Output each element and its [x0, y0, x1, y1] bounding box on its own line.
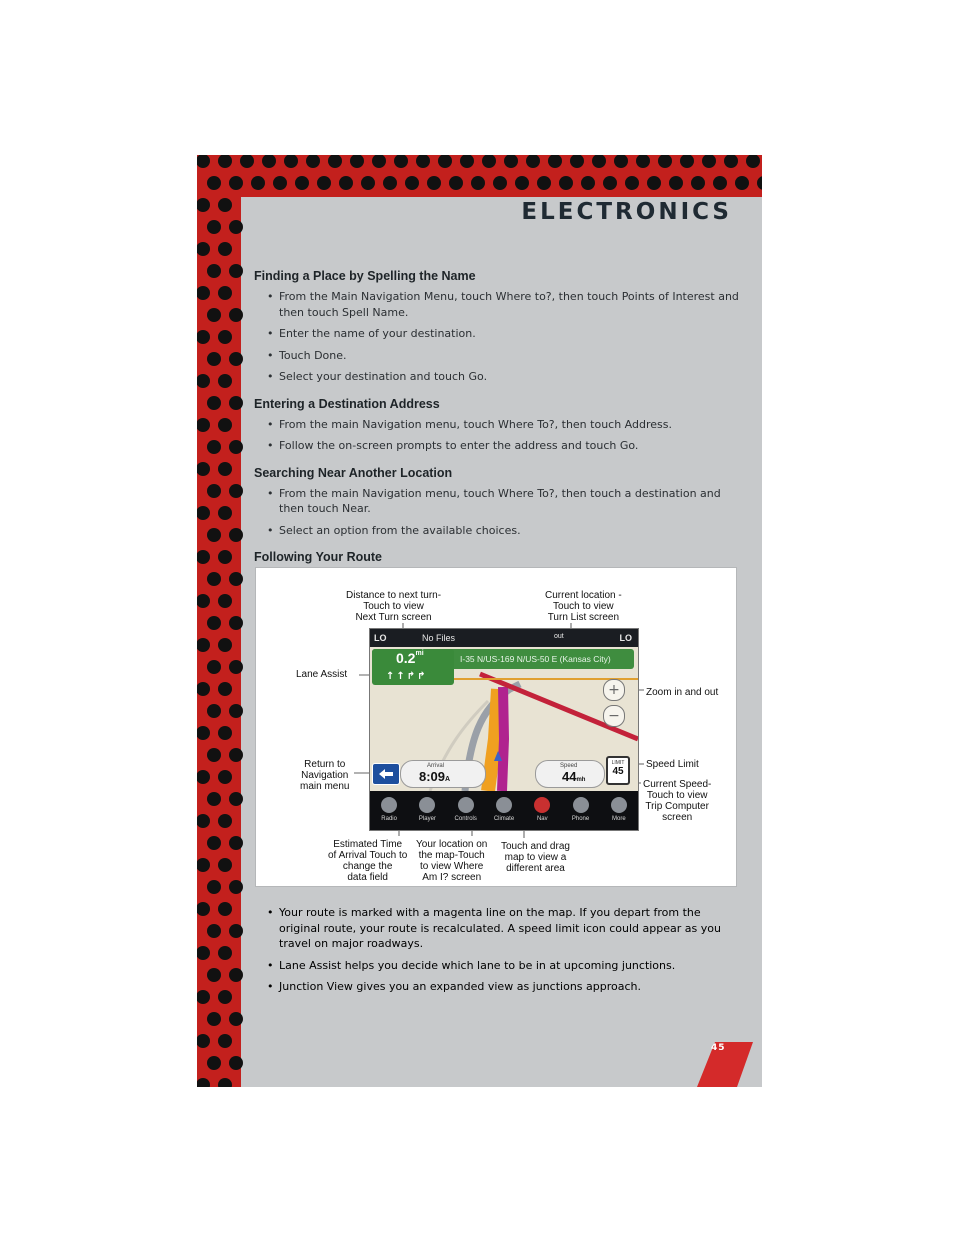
callout-zoom: Zoom in and out: [646, 687, 719, 698]
temp-left: LO: [374, 633, 387, 643]
arrival-field[interactable]: Arrival 8:09A: [400, 760, 486, 788]
nav-item-nav[interactable]: Nav: [523, 791, 561, 830]
section-title: ELECTRONICS: [521, 199, 732, 225]
bullet-item: • Touch Done.: [267, 348, 347, 362]
navigation-screen[interactable]: [369, 628, 639, 831]
current-road-name[interactable]: I-35 N/US-169 N/US-50 E (Kansas City): [460, 654, 611, 664]
temp-right: LO: [619, 633, 632, 643]
navigation-figure: [255, 567, 737, 887]
climate-icon: [496, 797, 512, 813]
bullet-item: • Your route is marked with a magenta line on the map. If you depart from the original route, your route is recalculated. A speed limit icon could appear as you travel on major roadways.: [267, 906, 721, 950]
page-number: 45: [711, 1043, 726, 1053]
bullet-item: • Junction View gives you an expanded view as junctions approach.: [267, 980, 641, 993]
bullet-item: • From the Main Navigation Menu, touch Where to?, then touch Points of Interest and then touch Spell Name.: [267, 290, 739, 319]
callout-lane-assist: Lane Assist: [296, 669, 348, 680]
nav-item-more[interactable]: More: [600, 791, 638, 830]
player-icon: [419, 797, 435, 813]
callout-return: Return to Navigation main menu: [300, 759, 350, 792]
bullet-item: • From the main Navigation menu, touch Where To?, then touch a destination and then touch Near.: [267, 486, 721, 515]
media-status: No Files: [422, 633, 456, 643]
section-heading: Entering a Destination Address: [254, 396, 440, 411]
nav-item-player[interactable]: Player: [408, 791, 446, 830]
bullet-item: • Follow the on-screen prompts to enter the address and touch Go.: [267, 439, 639, 452]
status-bar: [370, 629, 638, 647]
distance-to-turn[interactable]: $0.2^{mi}$: [396, 650, 424, 666]
callout-current-location: Current location - Touch to view Turn List screen: [545, 590, 622, 623]
callout-speed-limit: Speed Limit: [646, 759, 699, 770]
bottom-nav-bar: [370, 791, 638, 830]
callout-eta: Estimated Time of Arrival Touch to change the data field: [328, 839, 408, 883]
callout-distance: Distance to next turn- Touch to view Next Turn screen: [346, 590, 442, 623]
lane-arrows-icon: ↑↑↱↱: [386, 671, 428, 682]
section-heading: Following Your Route: [254, 550, 382, 564]
nav-item-controls[interactable]: Controls: [447, 791, 485, 830]
signal-status: out: [554, 633, 564, 640]
bullet-item: • Select your destination and touch Go.: [267, 370, 488, 383]
bullet-item: • Select an option from the available choices.: [267, 523, 521, 537]
instructions-content: [254, 269, 744, 576]
nav-item-climate[interactable]: Climate: [485, 791, 523, 830]
nav-icon: [534, 797, 550, 813]
zoom-out-button[interactable]: −: [603, 705, 625, 727]
section-heading: Searching Near Another Location: [254, 465, 453, 480]
speed-field[interactable]: Speed 44mh: [535, 760, 605, 788]
phone-icon: [573, 797, 589, 813]
speed-limit-sign: LIMIT 45: [606, 756, 630, 785]
bullet-item: • Enter the name of your destination.: [267, 327, 476, 340]
section-heading: Finding a Place by Spelling the Name: [254, 269, 476, 283]
callout-current-speed: Current Speed- Touch to view Trip Computer screen: [643, 779, 712, 823]
bullet-item: • Lane Assist helps you decide which lane to be in at upcoming junctions.: [267, 958, 676, 972]
more-icon: [611, 797, 627, 813]
controls-icon: [458, 797, 474, 813]
nav-item-radio[interactable]: Radio: [370, 791, 408, 830]
radio-icon: [381, 797, 397, 813]
zoom-in-button[interactable]: +: [603, 679, 625, 701]
callout-drag: Touch and drag map to view a different area: [501, 841, 570, 874]
back-arrow-icon[interactable]: [372, 763, 400, 785]
callout-your-location: Your location on the map-Touch to view Where Am I? screen: [416, 839, 488, 883]
nav-item-phone[interactable]: Phone: [561, 791, 599, 830]
manual-page: [197, 155, 762, 1087]
route-notes: [254, 905, 744, 1001]
bullet-item: • From the main Navigation menu, touch Where To?, then touch Address.: [267, 417, 672, 431]
